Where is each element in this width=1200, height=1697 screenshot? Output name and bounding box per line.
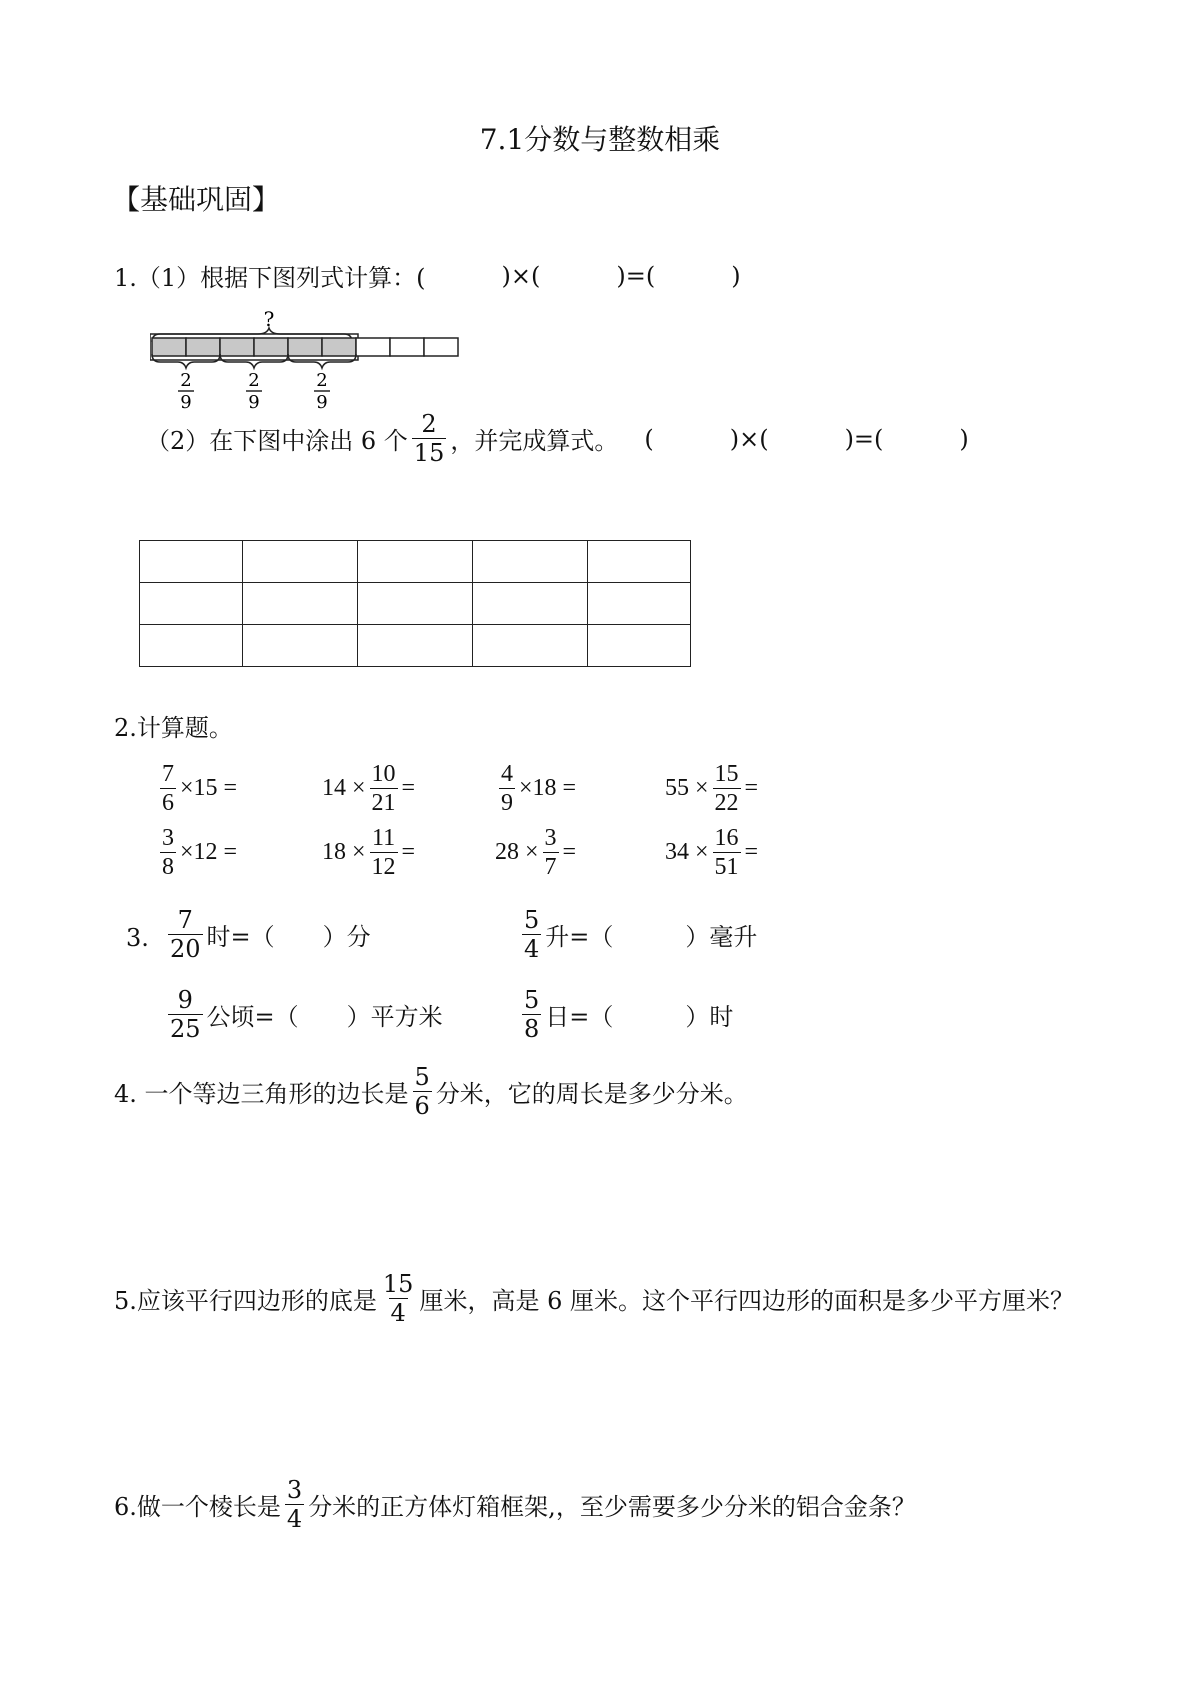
calc-post: = xyxy=(562,839,577,865)
section-heading: 【基础巩固】 xyxy=(112,183,281,216)
q1-part1-close: ) xyxy=(731,261,741,290)
conversion-fraction xyxy=(168,908,203,961)
fraction-numerator: 10 xyxy=(371,761,396,787)
fraction-denominator: 8 xyxy=(524,1015,540,1043)
fraction-denominator: 15 xyxy=(413,439,445,467)
bar-cell-shaded xyxy=(322,338,356,356)
grid-cell[interactable] xyxy=(243,583,358,625)
calc-post: = xyxy=(401,839,416,865)
calc-item xyxy=(156,762,237,815)
conversion-text: 日=（ ）时 xyxy=(545,1003,734,1031)
calc-post: ×12 = xyxy=(180,839,238,865)
bar-cell-shaded xyxy=(220,338,254,356)
fraction-numerator: 5 xyxy=(414,1063,430,1091)
page-title: 7.1分数与整数相乘 xyxy=(479,123,721,156)
q5 xyxy=(114,1272,1074,1325)
conversion-fraction xyxy=(522,908,541,961)
grid-cell[interactable] xyxy=(140,625,243,667)
fraction-numerator: 9 xyxy=(177,986,193,1014)
fraction-numerator: 7 xyxy=(162,761,174,787)
grid-cell[interactable] xyxy=(140,583,243,625)
grid-row xyxy=(140,625,691,667)
calc-pre: 55 × xyxy=(665,775,709,801)
bar-cell xyxy=(356,338,390,356)
q1-part2-suffix: ，并完成算式。 xyxy=(450,427,619,455)
calc-item xyxy=(156,826,237,879)
brace-label-1-num: 2 xyxy=(180,370,192,391)
fraction-numerator: 5 xyxy=(524,986,540,1014)
calc-fraction xyxy=(499,762,515,815)
calc-item xyxy=(495,826,576,879)
q1-part2-equals: )=( xyxy=(844,424,884,453)
q6-prefix: 6.做一个棱长是 xyxy=(114,1493,281,1521)
grid-cell[interactable] xyxy=(473,541,588,583)
brace-label-3-den: 9 xyxy=(316,392,328,413)
fraction-numerator: 4 xyxy=(501,761,513,787)
shading-grid xyxy=(139,540,691,667)
fraction-denominator: 22 xyxy=(714,790,739,816)
grid-cell[interactable] xyxy=(473,625,588,667)
fraction-numerator: 16 xyxy=(714,825,739,851)
fraction-denominator: 4 xyxy=(286,1505,303,1533)
calc-post: = xyxy=(401,775,416,801)
calc-fraction xyxy=(370,762,398,815)
q4-fraction xyxy=(413,1065,432,1118)
fraction-bar-diagram xyxy=(150,310,490,420)
grid-cell[interactable] xyxy=(358,583,473,625)
grid-cell[interactable] xyxy=(243,625,358,667)
calc-fraction xyxy=(160,762,176,815)
grid-cell[interactable] xyxy=(588,583,691,625)
fraction-numerator: 3 xyxy=(162,825,174,851)
grid-cell[interactable] xyxy=(140,541,243,583)
fraction-numerator: 11 xyxy=(371,825,396,851)
q5-prefix: 5.应该平行四边形的底是 xyxy=(114,1287,377,1315)
q6-suffix: 分米的正方体灯箱框架,，至少需要多少分米的铝合金条？ xyxy=(308,1493,916,1521)
grid-row xyxy=(140,583,691,625)
bar-cell-shaded xyxy=(288,338,322,356)
calc-item xyxy=(665,762,758,815)
fraction-denominator: 9 xyxy=(501,790,513,816)
q1-part2-fraction xyxy=(412,412,447,465)
fraction-numerator: 3 xyxy=(544,825,557,851)
fraction-numerator: 15 xyxy=(382,1270,414,1298)
q1-part1-text: 1.（1）根据下图列式计算：( xyxy=(114,264,426,292)
fraction-denominator: 51 xyxy=(714,854,739,880)
grid-cell[interactable] xyxy=(588,541,691,583)
fraction-denominator: 20 xyxy=(170,935,201,963)
conversion-item xyxy=(164,988,443,1041)
bar-cell-shaded xyxy=(254,338,288,356)
fraction-numerator: 2 xyxy=(421,410,437,438)
conversion-fraction xyxy=(522,988,541,1041)
brace-label-2-num: 2 xyxy=(248,370,260,391)
grid-row xyxy=(140,541,691,583)
fraction-denominator: 25 xyxy=(170,1015,201,1043)
bar-cell xyxy=(424,338,458,356)
q1-part1-times: )×( xyxy=(501,261,541,290)
calc-pre: 28 × xyxy=(495,839,539,865)
calc-pre: 18 × xyxy=(322,839,366,865)
calc-fraction xyxy=(370,826,398,879)
grid-cell[interactable] xyxy=(358,541,473,583)
q1-part1 xyxy=(114,258,741,293)
q4 xyxy=(114,1065,748,1118)
conversion-item xyxy=(164,908,371,961)
calc-fraction xyxy=(713,762,741,815)
bar-cell-shaded xyxy=(152,338,186,356)
q4-prefix: 4. 一个等边三角形的边长是 xyxy=(114,1080,409,1108)
q1-part2-close: ) xyxy=(959,424,969,453)
fraction-denominator: 7 xyxy=(544,854,557,880)
q6-fraction xyxy=(285,1478,304,1531)
fraction-numerator: 15 xyxy=(714,761,739,787)
bar-cell-shaded xyxy=(186,338,220,356)
q1-part2 xyxy=(146,412,969,465)
fraction-numerator: 3 xyxy=(286,1476,303,1504)
q4-suffix: 分米，它的周长是多少分米。 xyxy=(435,1080,748,1108)
brace-label-1-den: 9 xyxy=(180,392,192,413)
q5-suffix: 厘米，高是 6 厘米。这个平行四边形的面积是多少平方厘米？ xyxy=(419,1287,1074,1315)
q2-label: 2.计算题。 xyxy=(114,714,233,742)
brace-label-3-num: 2 xyxy=(316,370,328,391)
grid-cell[interactable] xyxy=(358,625,473,667)
q1-part2-times: )×( xyxy=(729,424,769,453)
fraction-denominator: 8 xyxy=(162,854,174,880)
fraction-denominator: 4 xyxy=(524,935,540,963)
conversion-fraction xyxy=(168,988,203,1041)
fraction-numerator: 7 xyxy=(177,906,193,934)
diagram-question-mark: ? xyxy=(263,310,275,331)
bar-cell xyxy=(390,338,424,356)
calc-post: ×18 = xyxy=(519,775,577,801)
calc-post: ×15 = xyxy=(180,775,238,801)
conversion-item xyxy=(518,908,757,961)
q3-label: 3. xyxy=(126,924,149,952)
q6 xyxy=(114,1478,916,1531)
fraction-denominator: 6 xyxy=(414,1092,430,1120)
grid-cell[interactable] xyxy=(588,625,691,667)
calc-post: = xyxy=(744,839,759,865)
calc-item xyxy=(495,762,576,815)
conversion-text: 时=（ ）分 xyxy=(206,923,371,951)
calc-item xyxy=(322,826,415,879)
fraction-denominator: 12 xyxy=(371,854,396,880)
fraction-denominator: 21 xyxy=(371,790,396,816)
conversion-text: 公顷=（ ）平方米 xyxy=(206,1003,443,1031)
grid-cell[interactable] xyxy=(243,541,358,583)
q5-fraction xyxy=(381,1272,416,1325)
conversion-text: 升=（ ）毫升 xyxy=(545,923,758,951)
q1-part1-equals: )=( xyxy=(616,261,656,290)
calc-item xyxy=(322,762,415,815)
calc-pre: 14 × xyxy=(322,775,366,801)
grid-cell[interactable] xyxy=(473,583,588,625)
calc-post: = xyxy=(744,775,759,801)
fraction-numerator: 5 xyxy=(524,906,540,934)
q1-part2-text: （2）在下图中涂出 6 个 xyxy=(146,427,408,455)
calc-fraction xyxy=(543,826,559,879)
calc-fraction xyxy=(713,826,741,879)
calc-pre: 34 × xyxy=(665,839,709,865)
fraction-denominator: 4 xyxy=(390,1299,406,1327)
calc-item xyxy=(665,826,758,879)
fraction-denominator: 6 xyxy=(162,790,174,816)
calc-fraction xyxy=(160,826,176,879)
conversion-item xyxy=(518,988,733,1041)
q1-part2-open: ( xyxy=(644,424,654,453)
brace-label-2-den: 9 xyxy=(248,392,260,413)
